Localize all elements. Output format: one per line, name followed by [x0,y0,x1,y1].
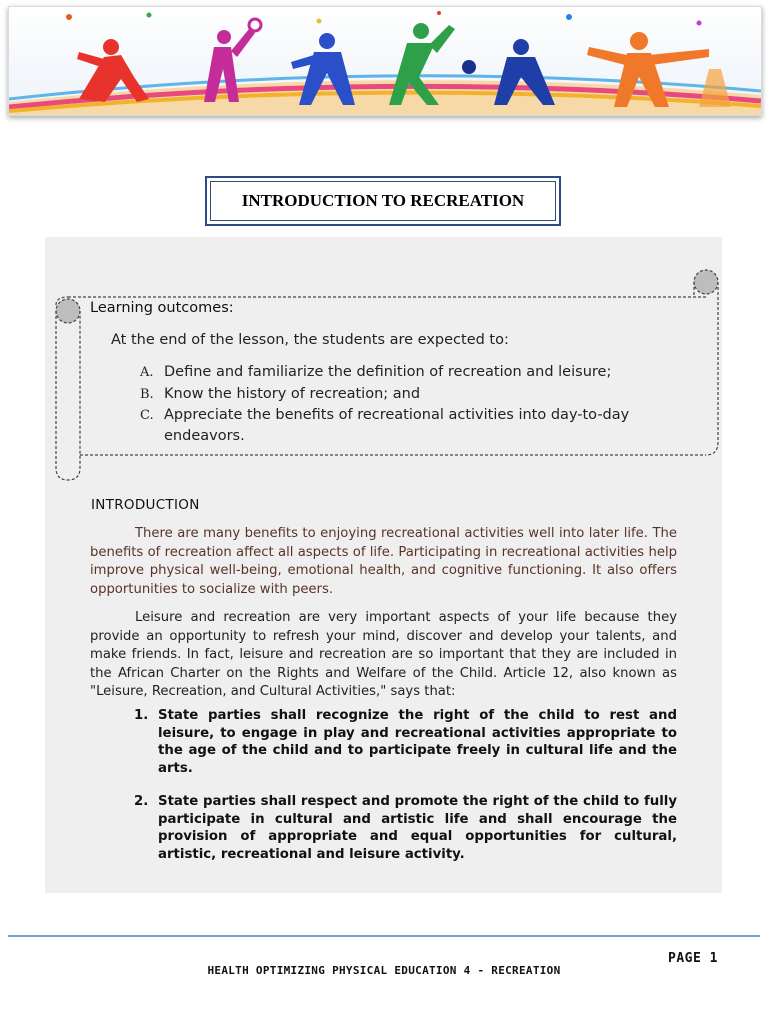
list-item [134,707,677,777]
list-item [140,384,660,406]
learning-outcomes-heading: Learning outcomes: [90,300,234,316]
introduction-paragraph-1: There are many benefits to enjoying recreational activities well into later life. The benefits of recreation affect all aspects of life. Participating in recreational activities help improve physical well-being, emotional health, and cognitive functioning. It also offers opportunities to socialize with peers. [90,526,677,597]
footer-rule [8,935,760,937]
list-item [134,793,677,863]
introduction-paragraph-2: Leisure and recreation are very important aspects of your life because they provide an opportunity to refresh your mind, discover and develop your talents, and make friends. In fact, leisure and recreation are so important that they are included in the African Charter on the Rights and Welfare of the Child. Article 12, also known as "Leisure, Recreation, and Cultural Activities," says that: [90,610,677,699]
list-item [140,405,660,446]
list-text: State parties shall recognize the right of the child to rest and leisure, to engage in play and recreational activities appropriate to the age of the child and to participate freely in cultural life and the arts. [158,708,677,776]
footer-title: HEALTH OPTIMIZING PHYSICAL EDUCATION 4 - RECREATION [207,964,561,977]
list-text: State parties shall respect and promote the right of the child to fully participate in cultural and artistic life and shall encourage the provision of appropriate and equal opportunities for cultural, artistic, recreational and leisure activity. [158,794,677,862]
list-letter: B. [140,386,154,402]
list-text: Know the history of recreation; and [164,385,421,402]
sports-silhouettes-icon [9,7,761,115]
learning-outcomes-list [140,362,660,446]
list-text: Appreciate the benefits of recreational activities into day-to-day endeavors. [164,407,630,444]
sports-banner [8,6,762,116]
learning-outcomes-intro: At the end of the lesson, the students are expected to: [111,332,509,348]
page-number: PAGE 1 [668,951,718,966]
title-box [205,176,561,226]
list-letter: C. [140,408,154,423]
list-item [140,362,660,384]
title-inner-frame [210,181,556,221]
list-text: Define and familiarize the definition of recreation and leisure; [164,364,612,380]
introduction-heading: INTRODUCTION [91,497,200,513]
rights-list [134,707,677,879]
list-letter: A. [140,365,154,380]
list-number: 1. [134,708,149,723]
list-number: 2. [134,794,149,809]
page-title: INTRODUCTION TO RECREATION [241,191,525,210]
